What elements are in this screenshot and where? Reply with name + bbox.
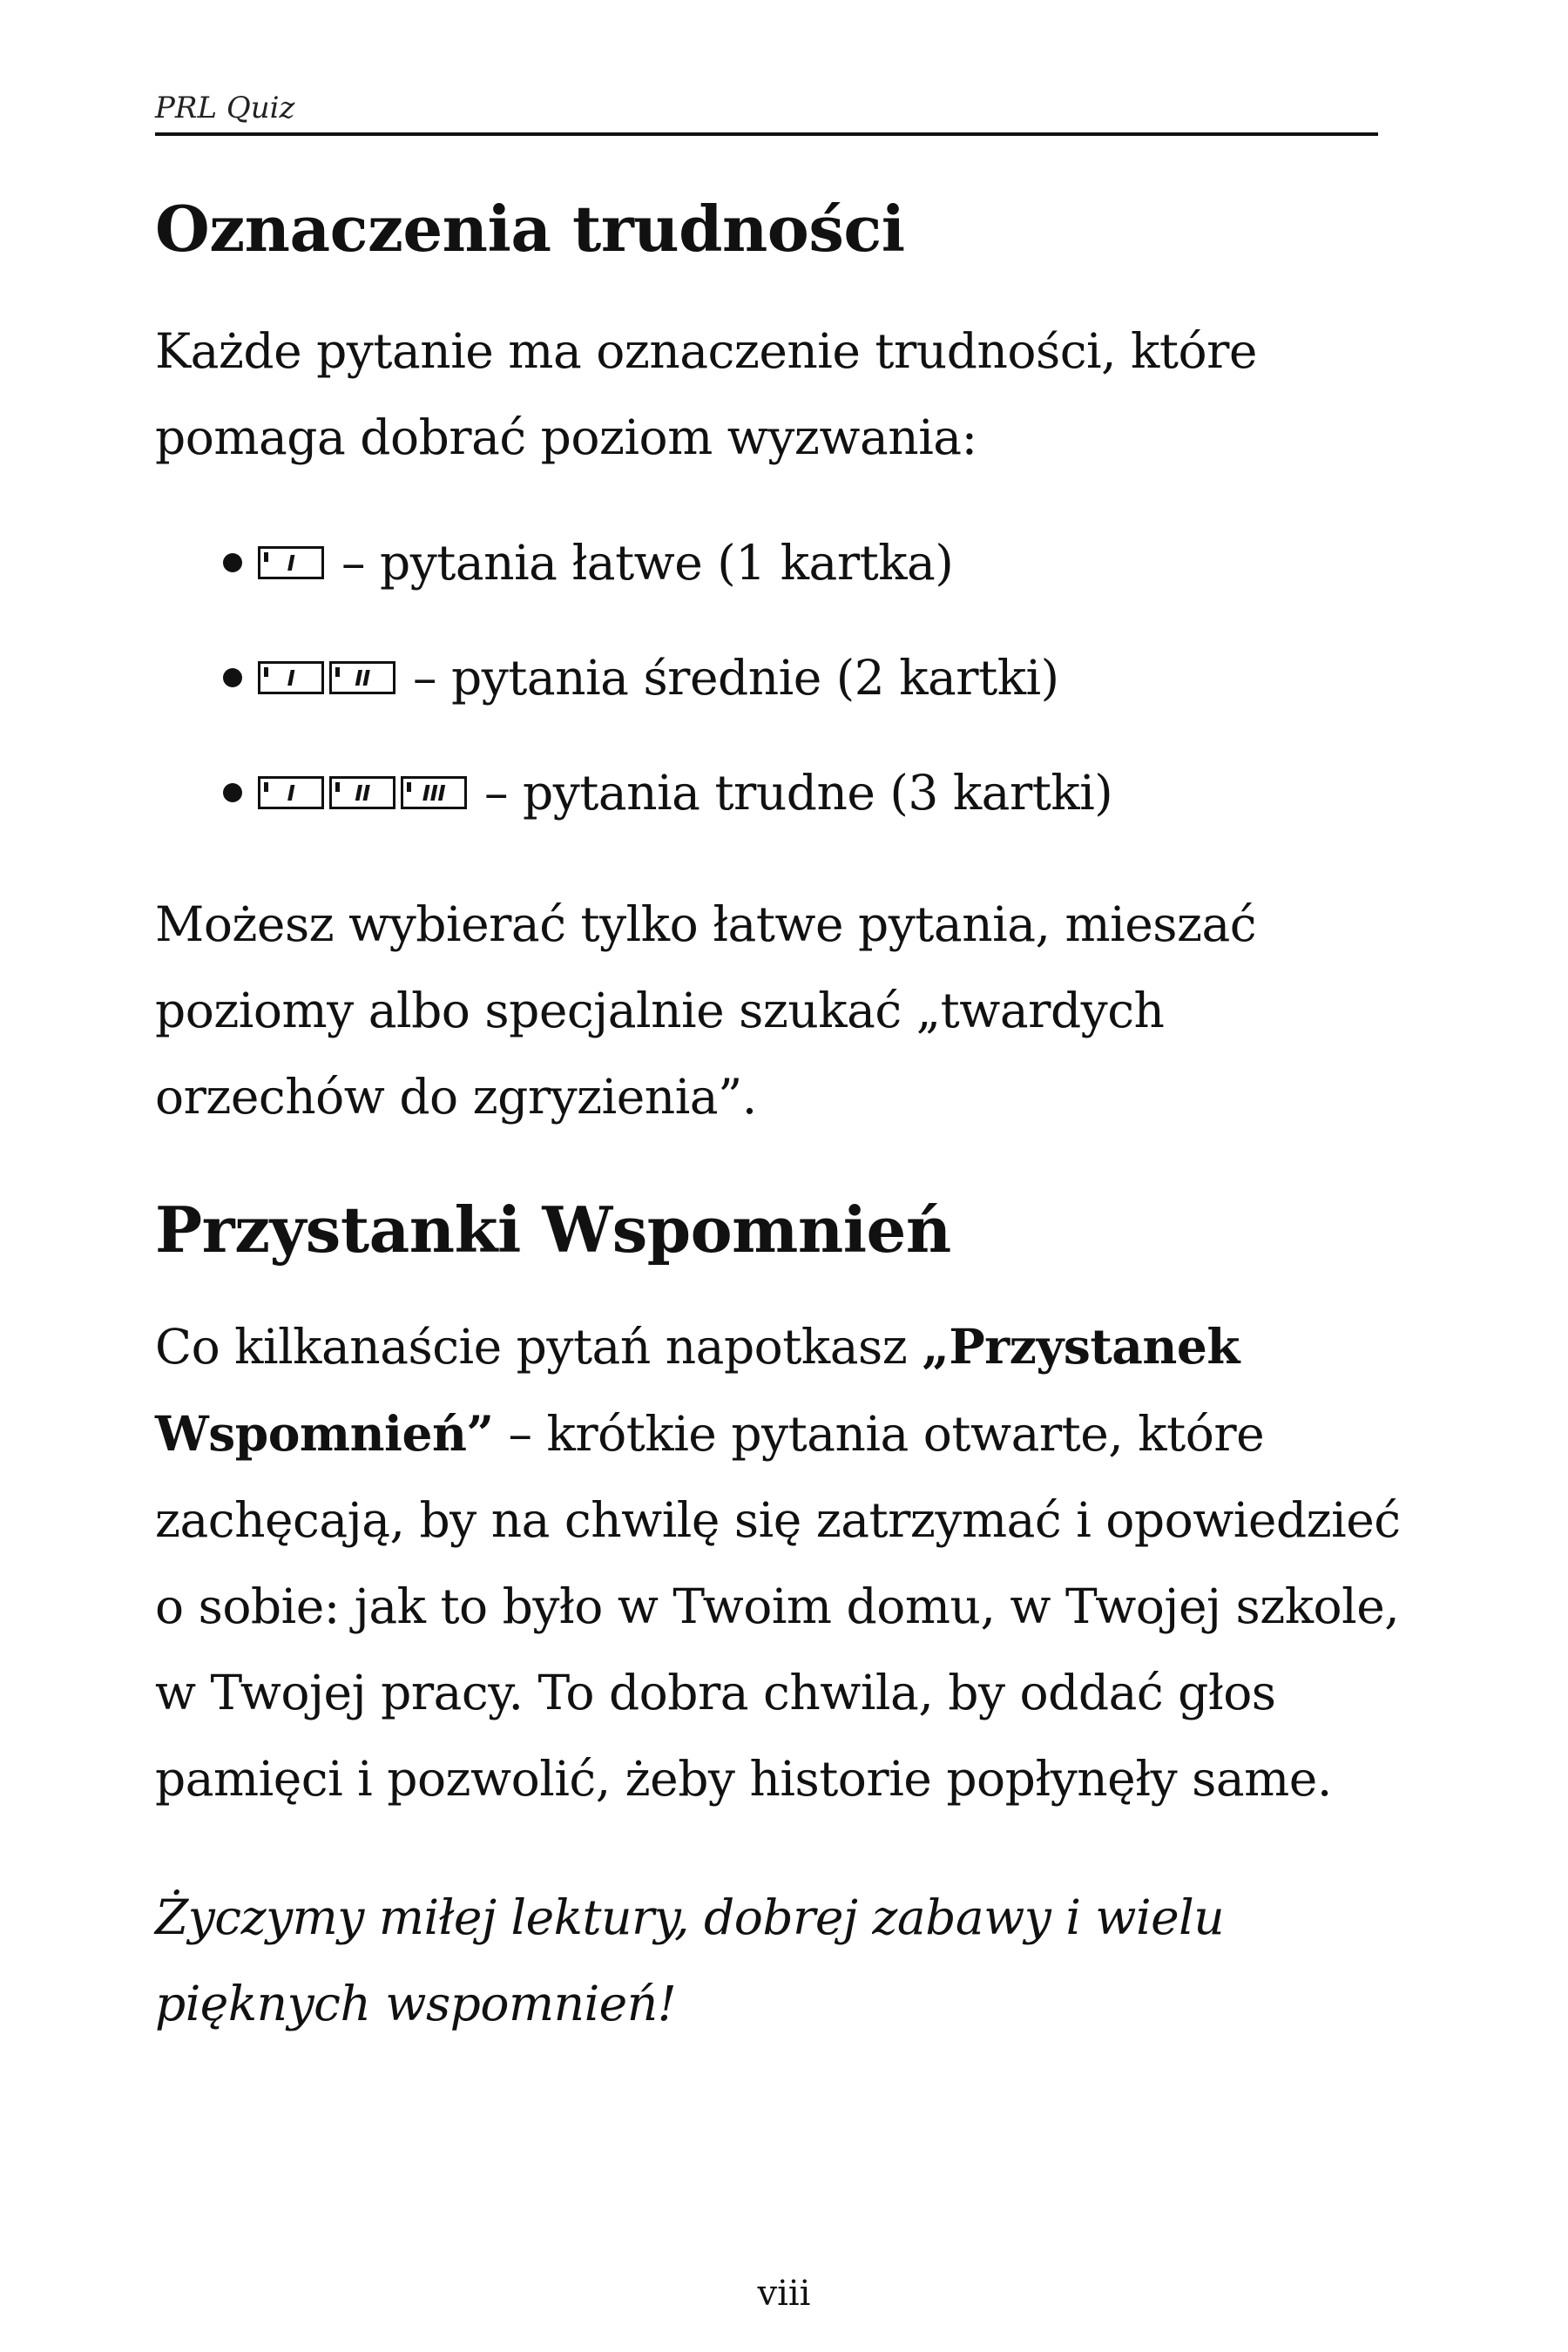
level-medium-label: – pytania średnie (2 kartki) xyxy=(413,650,1059,706)
card-icon: III xyxy=(401,776,467,809)
closing-wish: Życzymy miłej lektury, dobrej zabawy i wielu pięknych wspomnień! xyxy=(155,1889,1225,2031)
level-medium xyxy=(223,620,1401,735)
page-content xyxy=(155,192,1401,2047)
memories-body-bold: „Przystanek Wspomnień” xyxy=(155,1317,1240,1462)
card-icon: I xyxy=(258,661,324,694)
card-icon: I xyxy=(258,776,324,809)
section-title-memories: Przystanki Wspomnień xyxy=(155,1193,951,1267)
card-icon: II xyxy=(329,776,395,809)
page-number: viii xyxy=(757,2274,811,2314)
card-icon: I xyxy=(258,546,324,579)
difficulty-levels-list xyxy=(155,505,1401,850)
level-hard-label: – pytania trudne (3 kartki) xyxy=(484,765,1113,821)
level-easy xyxy=(223,505,1401,620)
bullet-icon xyxy=(223,553,242,572)
bullet-icon xyxy=(223,668,242,687)
running-header xyxy=(155,91,1378,136)
difficulty-outro: Możesz wybierać tylko łatwe pytania, mieszać poziomy albo specjalnie szukać „twardych orzechów do zgryzienia”. xyxy=(155,896,1257,1125)
memories-body xyxy=(155,1303,1401,1822)
memories-body-end: – krótkie pytania otwarte, które zachęcają, by na chwilę się zatrzymać i opowiedzieć o sobie: jak to było w Twoim domu, w Twojej szkole, w Twojej pracy. To dobra chwila, by oddać głos pamięci i pozwolić, żeby historie popłynęły same. xyxy=(155,1405,1401,1807)
card-icon: II xyxy=(329,661,395,694)
bullet-icon xyxy=(223,783,242,802)
level-hard xyxy=(223,735,1401,850)
difficulty-cards xyxy=(258,776,472,809)
difficulty-cards xyxy=(258,546,329,579)
section-title-difficulty: Oznaczenia trudności xyxy=(155,192,905,266)
level-easy-label: – pytania łatwe (1 kartka) xyxy=(341,535,954,591)
memories-body-start: Co kilkanaście pytań napotkasz xyxy=(155,1318,923,1375)
difficulty-intro: Każde pytanie ma oznaczenie trudności, które pomaga dobrać poziom wyzwania: xyxy=(155,323,1257,466)
difficulty-cards xyxy=(258,661,401,694)
header-title: PRL Quiz xyxy=(155,91,295,125)
